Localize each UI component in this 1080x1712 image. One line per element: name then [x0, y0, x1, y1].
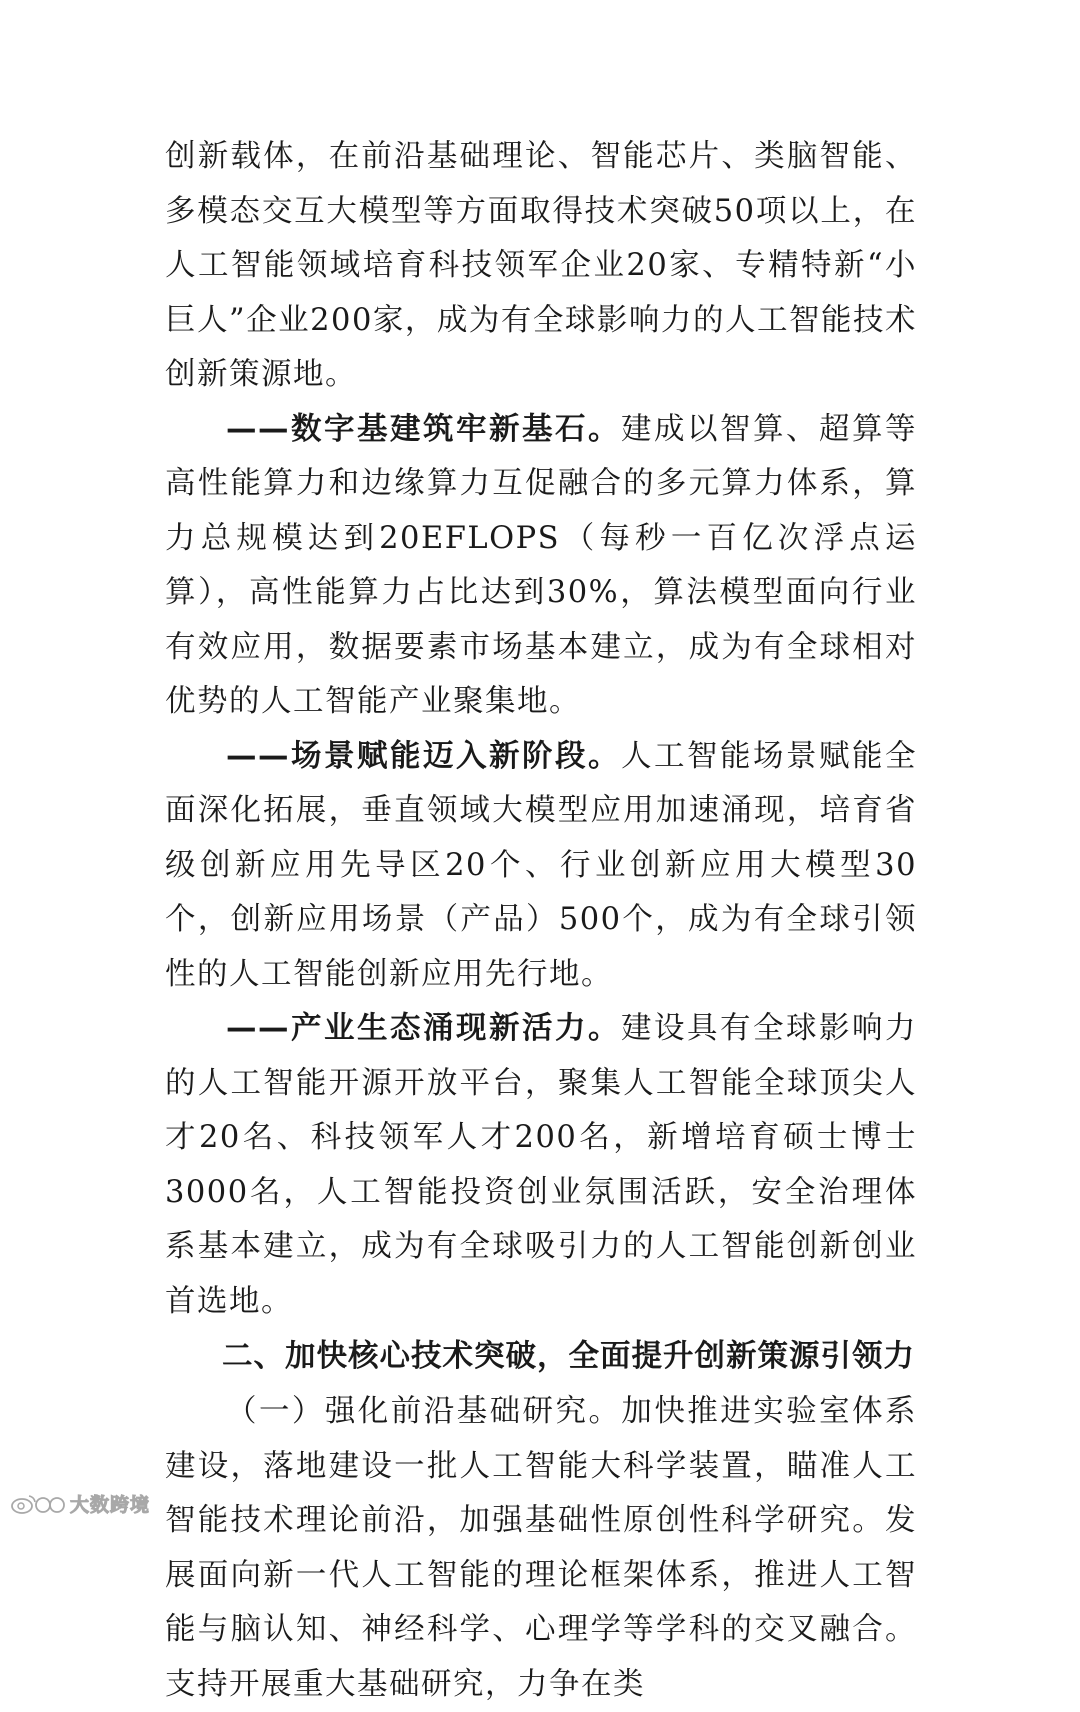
paragraph-2-lead: ——数字基建筑牢新基石。 [226, 411, 621, 447]
paragraph-4-body: 建设具有全球影响力的人工智能开源开放平台，聚集人工智能全球顶尖人才20名、科技领军人才200名，新增培育硕士博士3000名，人工智能投资创业氛围活跃，安全治理体系基本建立，成为有全球吸引力的人工智能创新创业首选地。 [165, 1011, 917, 1319]
paragraph-1: 创新载体，在前沿基础理论、智能芯片、类脑智能、多模态交互大模型等方面取得技术突破50项以上，在人工智能领域培育科技领军企业20家、专精特新“小巨人”企业200家，成为有全球影响力的人工智能技术创新策源地。 [165, 139, 917, 392]
paragraph-5 [165, 1385, 917, 1712]
paragraph-4 [165, 1002, 917, 1329]
document-page [165, 130, 917, 1712]
section-heading: 二、加快核心技术突破，全面提升创新策源引领力 [222, 1339, 915, 1374]
weibo-logo-icon [10, 1491, 66, 1517]
paragraph-4-lead: ——产业生态涌现新活力。 [226, 1011, 621, 1046]
watermark-text: 大数跨境 [70, 1494, 151, 1516]
paragraph-3-lead: ——场景赋能迈入新阶段。 [226, 738, 621, 774]
paragraph-5-body: 加快推进实验室体系建设，落地建设一批人工智能大科学装置，瞄准人工智能技术理论前沿，加强基础性原创性科学研究。发展面向新一代人工智能的理论框架体系，推进人工智能与脑认知、神经科学、心理学等学科的交叉融合。支持开展重大基础研究，力争在类 [165, 1394, 918, 1702]
paragraph-3 [165, 730, 917, 1003]
paragraph-2-body: 建成以智算、超算等高性能算力和边缘算力互促融合的多元算力体系，算力总规模达到20EFLOPS（每秒一百亿次浮点运算），高性能算力占比达到30%，算法模型面向行业有效应用，数据要素市场基本建立，成为有全球相对优势的人工智能产业聚集地。 [165, 411, 917, 719]
paragraph-3-body: 人工智能场景赋能全面深化拓展，垂直领域大模型应用加速涌现，培育省级创新应用先导区20个、行业创新应用大模型30个，创新应用场景（产品）500个，成为有全球引领性的人工智能创新应用先行地。 [165, 738, 917, 992]
paragraph-2 [165, 403, 917, 730]
watermark [10, 1490, 150, 1517]
paragraph-5-lead: （一）强化前沿基础研究。 [226, 1394, 622, 1429]
